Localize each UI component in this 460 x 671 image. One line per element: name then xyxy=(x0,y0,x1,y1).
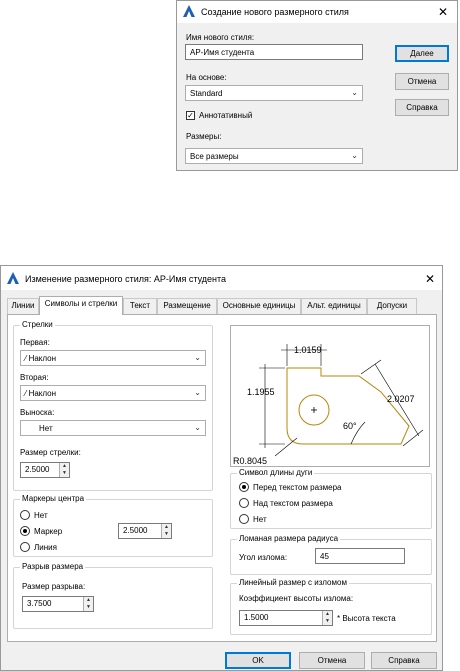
second-arrow-value: Наклон xyxy=(28,389,57,398)
break-size-spinner[interactable] xyxy=(22,596,94,612)
autocad-logo-icon xyxy=(183,5,195,17)
use-for-value: Все размеры xyxy=(190,152,239,161)
arc-length-group-title: Символ длины дуги xyxy=(239,468,313,477)
center-none-label: Нет xyxy=(34,511,48,520)
break-size-value: 3.7500 xyxy=(27,599,52,608)
arc-length-group xyxy=(230,468,432,529)
help-button[interactable]: Справка xyxy=(395,99,449,116)
based-on-select[interactable] xyxy=(185,85,363,101)
annotative-checkbox[interactable]: ✓ xyxy=(187,111,194,120)
oblique-icon: ⁄ xyxy=(25,389,29,398)
help-button[interactable]: Справка xyxy=(371,652,437,669)
arrow-size-value: 2.5000 xyxy=(25,465,50,474)
center-marks-group xyxy=(13,494,213,557)
linear-jog-group-title: Линейный размер с изломом xyxy=(239,578,347,587)
center-line-radio[interactable] xyxy=(20,542,30,552)
radius-jog-group-title: Ломаная размера радиуса xyxy=(239,534,339,543)
leader-arrow-select[interactable] xyxy=(20,420,206,436)
spinner-arrows-icon[interactable]: ▲ ▼ xyxy=(83,597,93,611)
break-size-label: Размер разрыва: xyxy=(22,582,86,591)
tab-symbols-arrows[interactable]: Символы и стрелки xyxy=(39,296,123,315)
arrow-size-spinner[interactable] xyxy=(20,462,70,478)
new-style-name-input[interactable]: АР-Имя студента xyxy=(185,44,363,60)
arrow-size-label: Размер стрелки: xyxy=(20,448,81,457)
first-arrow-select[interactable] xyxy=(20,350,206,366)
jog-angle-label: Угол излома: xyxy=(239,553,288,562)
continue-button[interactable]: Далее xyxy=(395,45,449,62)
chevron-down-icon: ⌄ xyxy=(194,353,201,362)
ok-button[interactable]: OK xyxy=(225,652,291,669)
spinner-arrows-icon[interactable]: ▲ ▼ xyxy=(322,611,332,625)
center-mark-size-spinner[interactable] xyxy=(118,523,172,539)
use-for-select[interactable] xyxy=(185,148,363,164)
chevron-down-icon: ⌄ xyxy=(194,423,201,432)
preview-dim-left: 1.1955 xyxy=(247,387,275,397)
leader-arrow-label: Выноска: xyxy=(20,408,55,417)
tab-tolerances[interactable]: Допуски xyxy=(367,298,417,314)
linear-jog-group xyxy=(230,578,432,635)
leader-arrow-value: Нет xyxy=(39,424,53,433)
arrowheads-group-title: Стрелки xyxy=(22,320,53,329)
title-bar xyxy=(177,1,457,23)
arc-above-radio[interactable] xyxy=(239,498,249,508)
arc-before-radio[interactable] xyxy=(239,482,249,492)
center-none-radio[interactable] xyxy=(20,510,30,520)
close-icon[interactable]: ✕ xyxy=(437,5,449,19)
chevron-down-icon: ⌄ xyxy=(194,388,201,397)
radius-jog-group xyxy=(230,534,432,575)
cancel-button[interactable]: Отмена xyxy=(299,652,365,669)
second-arrow-label: Вторая: xyxy=(20,373,49,382)
based-on-label: На основе: xyxy=(186,73,227,82)
preview-dim-top: 1.0159 xyxy=(294,345,322,355)
close-icon[interactable]: ✕ xyxy=(424,272,436,286)
center-marks-group-title: Маркеры центра xyxy=(22,494,85,503)
preview-dim-radius: R0.8045 xyxy=(233,456,268,466)
jog-height-value: 1.5000 xyxy=(244,613,269,622)
center-mark-size-value: 2.5000 xyxy=(123,526,148,535)
tab-primary-units[interactable]: Основные единицы xyxy=(217,298,301,314)
arc-none-radio[interactable] xyxy=(239,514,249,524)
tab-text[interactable]: Текст xyxy=(123,298,157,314)
annotative-label: Аннотативный xyxy=(199,111,253,120)
center-mark-label: Маркер xyxy=(34,527,63,536)
dialog-title: Создание нового размерного стиля xyxy=(201,7,349,17)
preview-drawing xyxy=(231,326,429,466)
oblique-icon: ⁄ xyxy=(25,354,29,363)
tab-fit[interactable]: Размещение xyxy=(157,298,217,314)
tab-alternate-units[interactable]: Альт. единицы xyxy=(301,298,367,314)
center-mark-radio[interactable] xyxy=(20,526,30,536)
arrowheads-group xyxy=(13,320,213,491)
dim-break-group-title: Разрыв размера xyxy=(22,562,84,571)
tab-lines[interactable]: Линии xyxy=(7,298,39,314)
based-on-value: Standard xyxy=(190,89,223,98)
jog-height-label: Коэффициент высоты излома: xyxy=(239,594,354,603)
dim-break-group xyxy=(13,562,213,629)
modify-dim-style-dialog xyxy=(0,265,443,671)
spinner-arrows-icon[interactable]: ▲ ▼ xyxy=(59,463,69,477)
cancel-button[interactable]: Отмена xyxy=(395,73,449,90)
spinner-arrows-icon[interactable]: ▲ ▼ xyxy=(161,524,171,538)
preview-dim-right: 2.0207 xyxy=(387,394,415,404)
center-line-label: Линия xyxy=(34,543,57,552)
preview-dim-angle: 60° xyxy=(343,421,357,431)
jog-height-spinner[interactable] xyxy=(239,610,333,626)
style-preview xyxy=(230,325,430,467)
chevron-down-icon: ⌄ xyxy=(351,151,358,160)
create-dim-style-dialog xyxy=(176,0,458,171)
tab-panel xyxy=(7,314,437,642)
title-bar xyxy=(1,266,442,290)
arc-none-label: Нет xyxy=(253,515,267,524)
dialog-title: Изменение размерного стиля: АР-Имя студента xyxy=(25,274,227,284)
chevron-down-icon: ⌄ xyxy=(351,88,358,97)
jog-height-suffix: * Высота текста xyxy=(337,614,396,623)
jog-angle-input[interactable]: 45 xyxy=(315,548,405,564)
arc-above-label: Над текстом размера xyxy=(253,499,333,508)
autocad-logo-icon xyxy=(7,272,19,284)
first-arrow-label: Первая: xyxy=(20,338,50,347)
second-arrow-select[interactable] xyxy=(20,385,206,401)
new-style-name-label: Имя нового стиля: xyxy=(186,33,255,42)
first-arrow-value: Наклон xyxy=(28,354,57,363)
use-for-label: Размеры: xyxy=(186,132,222,141)
arc-before-label: Перед текстом размера xyxy=(253,483,342,492)
